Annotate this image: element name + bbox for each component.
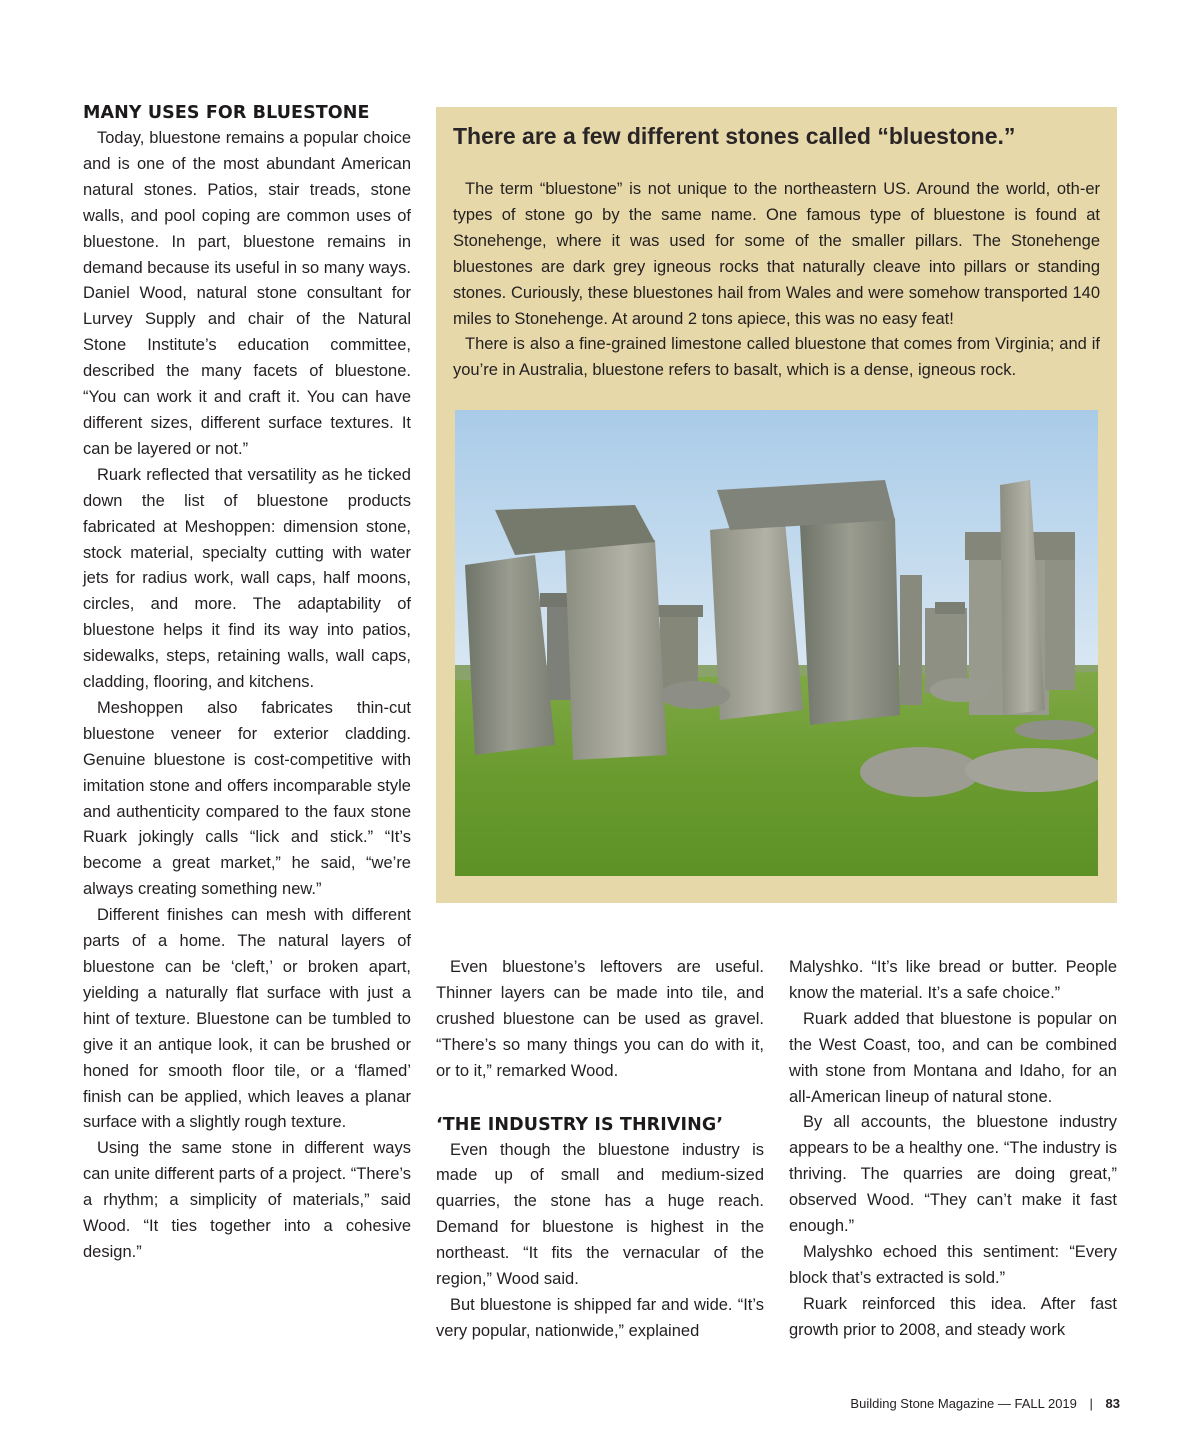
footer-separator: | [1089,1396,1093,1411]
body-paragraph: Today, bluestone remains a popular choice and is one of the most abundant American natural stones. Patios, stair treads, stone walls, and pool coping are common uses of bluestone. In part, bluestone remains in demand because its useful in so many ways. Daniel Wood, natural stone consultant for Lurvey Supply and chair of the Natural Stone Institute’s education committee, described the many facets of bluestone. “You can work it and craft it. You can have different sizes, different surface textures. It can be layered or not.” [83,129,411,458]
left-column [83,100,411,1266]
body-paragraph: Meshoppen also fabricates thin-cut bluestone veneer for exterior cladding. Genuine bluestone is cost-competitive with imitation stone and offers incomparable style and authenticity compared to the faux stone Ruark jokingly calls “lick and stick.” “It’s become a great market,” he said, “we’re always creating something new.” [83,698,411,899]
page-number: 83 [1105,1396,1120,1411]
body-paragraph: Malyshko echoed this sentiment: “Every block that’s extracted is sold.” [789,1242,1117,1287]
body-paragraph: But bluestone is shipped far and wide. “It’s very popular, nationwide,” explained [436,1295,764,1340]
section-heading-many-uses: MANY USES FOR BLUESTONE [83,103,370,123]
stonehenge-photo [455,410,1098,876]
issue-label: FALL 2019 [1014,1396,1077,1411]
body-paragraph: Even bluestone’s leftovers are useful. Thinner layers can be made into tile, and crushed bluestone can be used as gravel. “There’s so many things you can do with it, or to it,” remarked Wood. [436,958,764,1080]
stonehenge-illustration [455,410,1098,876]
page-footer [700,1396,1120,1412]
body-paragraph: Ruark added that bluestone is popular on the West Coast, too, and can be combined with stone from Montana and Idaho, for an all-American lineup of natural stone. [789,1009,1117,1106]
sidebar-body [453,177,1100,384]
sidebar-paragraph: There is also a fine-grained limestone called bluestone that comes from Virginia; and if you’re in Australia, bluestone refers to basalt, which is a dense, igneous rock. [453,335,1100,380]
body-paragraph: By all accounts, the bluestone industry appears to be a healthy one. “The industry is thriving. The quarries are doing great,” observed Wood. “They can’t make it fast enough.” [789,1113,1117,1236]
section-heading-industry-thriving: ‘THE INDUSTRY IS THRIVING’ [436,1114,724,1135]
body-paragraph: Different finishes can mesh with different parts of a home. The natural layers of bluestone can be ‘cleft,’ or broken apart, yielding a naturally flat surface with just a hint of texture. Bluestone can be tumbled to give it an antique look, it can be brushed or honed for smooth floor tile, or a ‘flamed’ finish can be applied, which leaves a planar surface with a slightly rough texture. [83,906,411,1132]
body-paragraph: Ruark reflected that versatility as he ticked down the list of bluestone products fabricated at Meshoppen: dimension stone, stock material, specialty cutting with water jets for radius work, wall caps, half moons, circles, and more. The adaptability of bluestone helps it find its way into patios, sidewalks, steps, retaining walls, wall caps, cladding, flooring, and kitchens. [83,465,411,692]
sidebar-title: There are a few different stones called “bluestone.” [453,123,1016,149]
publication-name: Building Stone Magazine — [850,1396,1011,1411]
right-column [789,955,1117,1344]
body-paragraph: Using the same stone in different ways can unite different parts of a project. “There’s a rhythm; a simplicity of materials,” said Wood. “It ties together into a cohesive design.” [83,1139,411,1261]
body-paragraph: Malyshko. “It’s like bread or butter. People know the material. It’s a safe choice.” [789,958,1117,1002]
middle-column [436,955,764,1345]
bluestone-sidebar-box [436,107,1117,903]
body-paragraph: Even though the bluestone industry is made up of small and medium-sized quarries, the stone has a huge reach. Demand for bluestone is highest in the northeast. “It fits the vernacular of the region,” Wood said. [436,1140,764,1289]
body-paragraph: Ruark reinforced this idea. After fast growth prior to 2008, and steady work [789,1294,1117,1339]
sidebar-paragraph: The term “bluestone” is not unique to the northeastern US. Around the world, oth-er types of stone go by the same name. One famous type of bluestone is found at Stonehenge, where it was used for some of the smaller pillars. The Stonehenge bluestones are dark grey igneous rocks that naturally cleave into pillars or standing stones. Curiously, these bluestones hail from Wales and were somehow transported 140 miles to Stonehenge. At around 2 tons apiece, this was no easy feat! [453,180,1100,328]
